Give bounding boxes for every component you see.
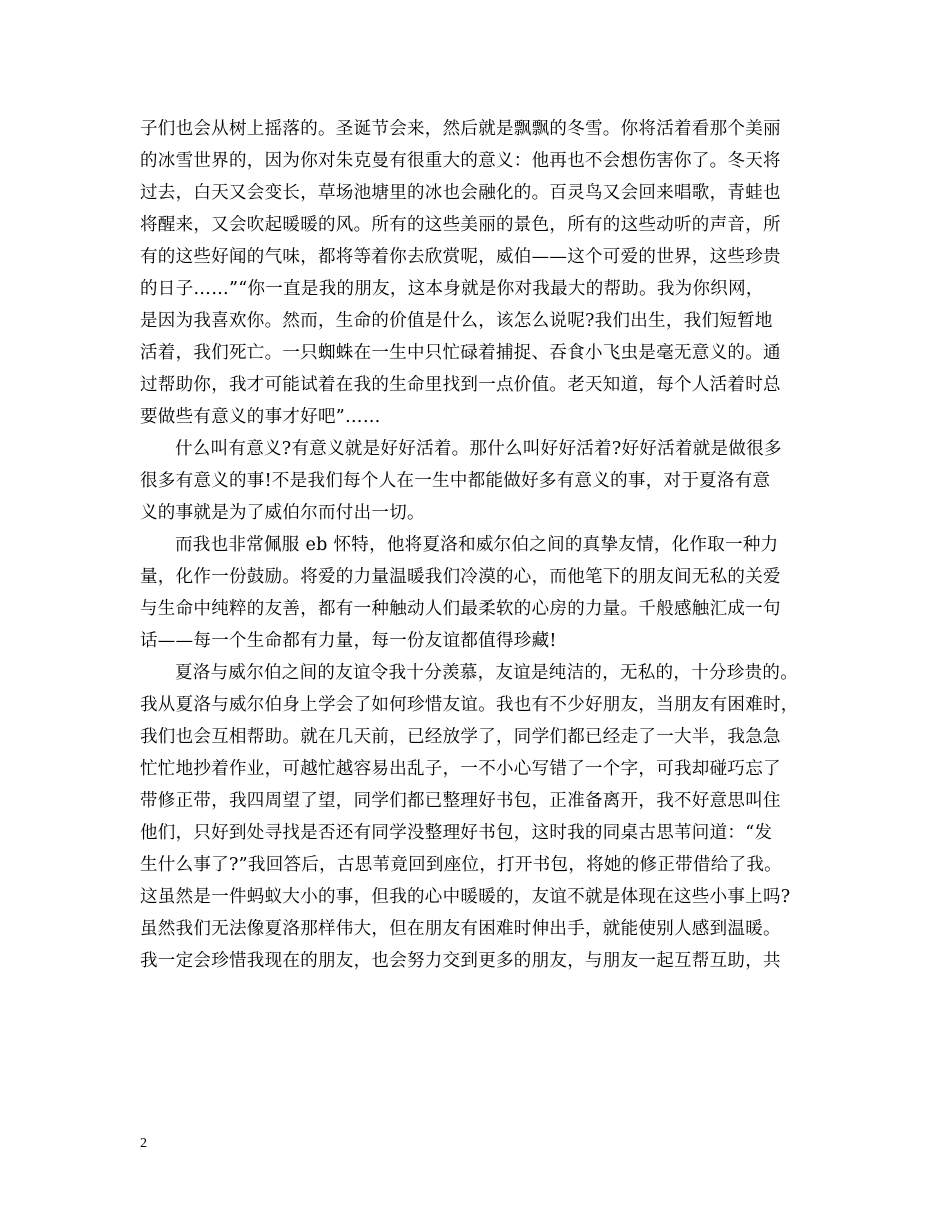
text-line: 我从夏洛与威尔伯身上学会了如何珍惜友谊。我也有不少好朋友，当朋友有困难时， — [140, 695, 799, 715]
text-line: 虽然我们无法像夏洛那样伟大，但在朋友有困难时伸出手，就能使别人感到温暖。 — [140, 919, 781, 939]
text-line: 什么叫有意义?有意义就是好好活着。那什么叫好好活着?好好活着就是做很多 — [175, 439, 782, 459]
text-line: 量，化作一份鼓励。将爱的力量温暖我们冷漠的心，而他笔下的朋友间无私的关爱 — [140, 567, 781, 587]
text-line: 我们也会互相帮助。就在几天前，已经放学了，同学们都已经走了一大半，我急急 — [140, 727, 781, 747]
text-line: 夏洛与威尔伯之间的友谊令我十分羡慕，友谊是纯洁的，无私的，十分珍贵的。 — [175, 663, 798, 683]
text-line: 义的事就是为了威伯尔而付出一切。 — [140, 503, 425, 523]
text-line: 生什么事了?”我回答后，古思苇竟回到座位，打开书包，将她的修正带借给了我。 — [140, 855, 782, 875]
text-line: 很多有意义的事!不是我们每个人在一生中都能做好多有意义的事，对于夏洛有意 — [140, 471, 771, 491]
paragraph-4 — [140, 657, 812, 977]
paragraph-3 — [140, 529, 812, 657]
text-line: 忙忙地抄着作业，可越忙越容易出乱子，一不小心写错了一个字，可我却碰巧忘了 — [140, 759, 781, 779]
page-number: 2 — [140, 1136, 147, 1151]
text-line: 要做些有意义的事才好吧”…… — [140, 407, 381, 427]
text-line: 子们也会从树上摇落的。圣诞节会来，然后就是飘飘的冬雪。你将活着看那个美丽 — [140, 119, 781, 139]
document-body — [140, 113, 812, 977]
text-line: 这虽然是一件蚂蚁大小的事，但我的心中暖暖的，友谊不就是体现在这些小事上吗? — [140, 887, 791, 907]
text-line: 活着，我们死亡。一只蜘蛛在一生中只忙碌着捕捉、吞食小飞虫是毫无意义的。通 — [140, 343, 781, 363]
text-line: 而我也非常佩服 eb 怀特，他将夏洛和威尔伯之间的真挚友情，化作取一种力 — [175, 535, 779, 555]
text-line: 他们，只好到处寻找是否还有同学没整理好书包，这时我的同桌古思苇问道：“发 — [140, 823, 773, 843]
text-line: 的冰雪世界的，因为你对朱克曼有很重大的意义：他再也不会想伤害你了。冬天将 — [140, 151, 781, 171]
text-line: 与生命中纯粹的友善，都有一种触动人们最柔软的心房的力量。千般感触汇成一句 — [140, 599, 781, 619]
text-line: 过去，白天又会变长，草场池塘里的冰也会融化的。百灵鸟又会回来唱歌，青蛙也 — [140, 183, 781, 203]
text-line: 话——每一个生命都有力量，每一份友谊都值得珍藏! — [140, 631, 557, 651]
text-line: 我一定会珍惜我现在的朋友，也会努力交到更多的朋友，与朋友一起互帮互助，共 — [140, 951, 781, 971]
text-line: 带修正带，我四周望了望，同学们都已整理好书包，正准备离开，我不好意思叫住 — [140, 791, 781, 811]
paragraph-1 — [140, 113, 812, 433]
text-line: 是因为我喜欢你。然而，生命的价值是什么，该怎么说呢?我们出生，我们短暂地 — [140, 311, 773, 331]
text-line: 将醒来，又会吹起暖暖的风。所有的这些美丽的景色，所有的这些动听的声音，所 — [140, 215, 781, 235]
paragraph-2 — [140, 433, 812, 529]
text-line: 过帮助你，我才可能试着在我的生命里找到一点价值。老天知道，每个人活着时总 — [140, 375, 781, 395]
text-line: 有的这些好闻的气味，都将等着你去欣赏呢，威伯——这个可爱的世界，这些珍贵 — [140, 247, 781, 267]
text-line: 的日子……”“你一直是我的朋友，这本身就是你对我最大的帮助。我为你织网， — [140, 279, 764, 299]
